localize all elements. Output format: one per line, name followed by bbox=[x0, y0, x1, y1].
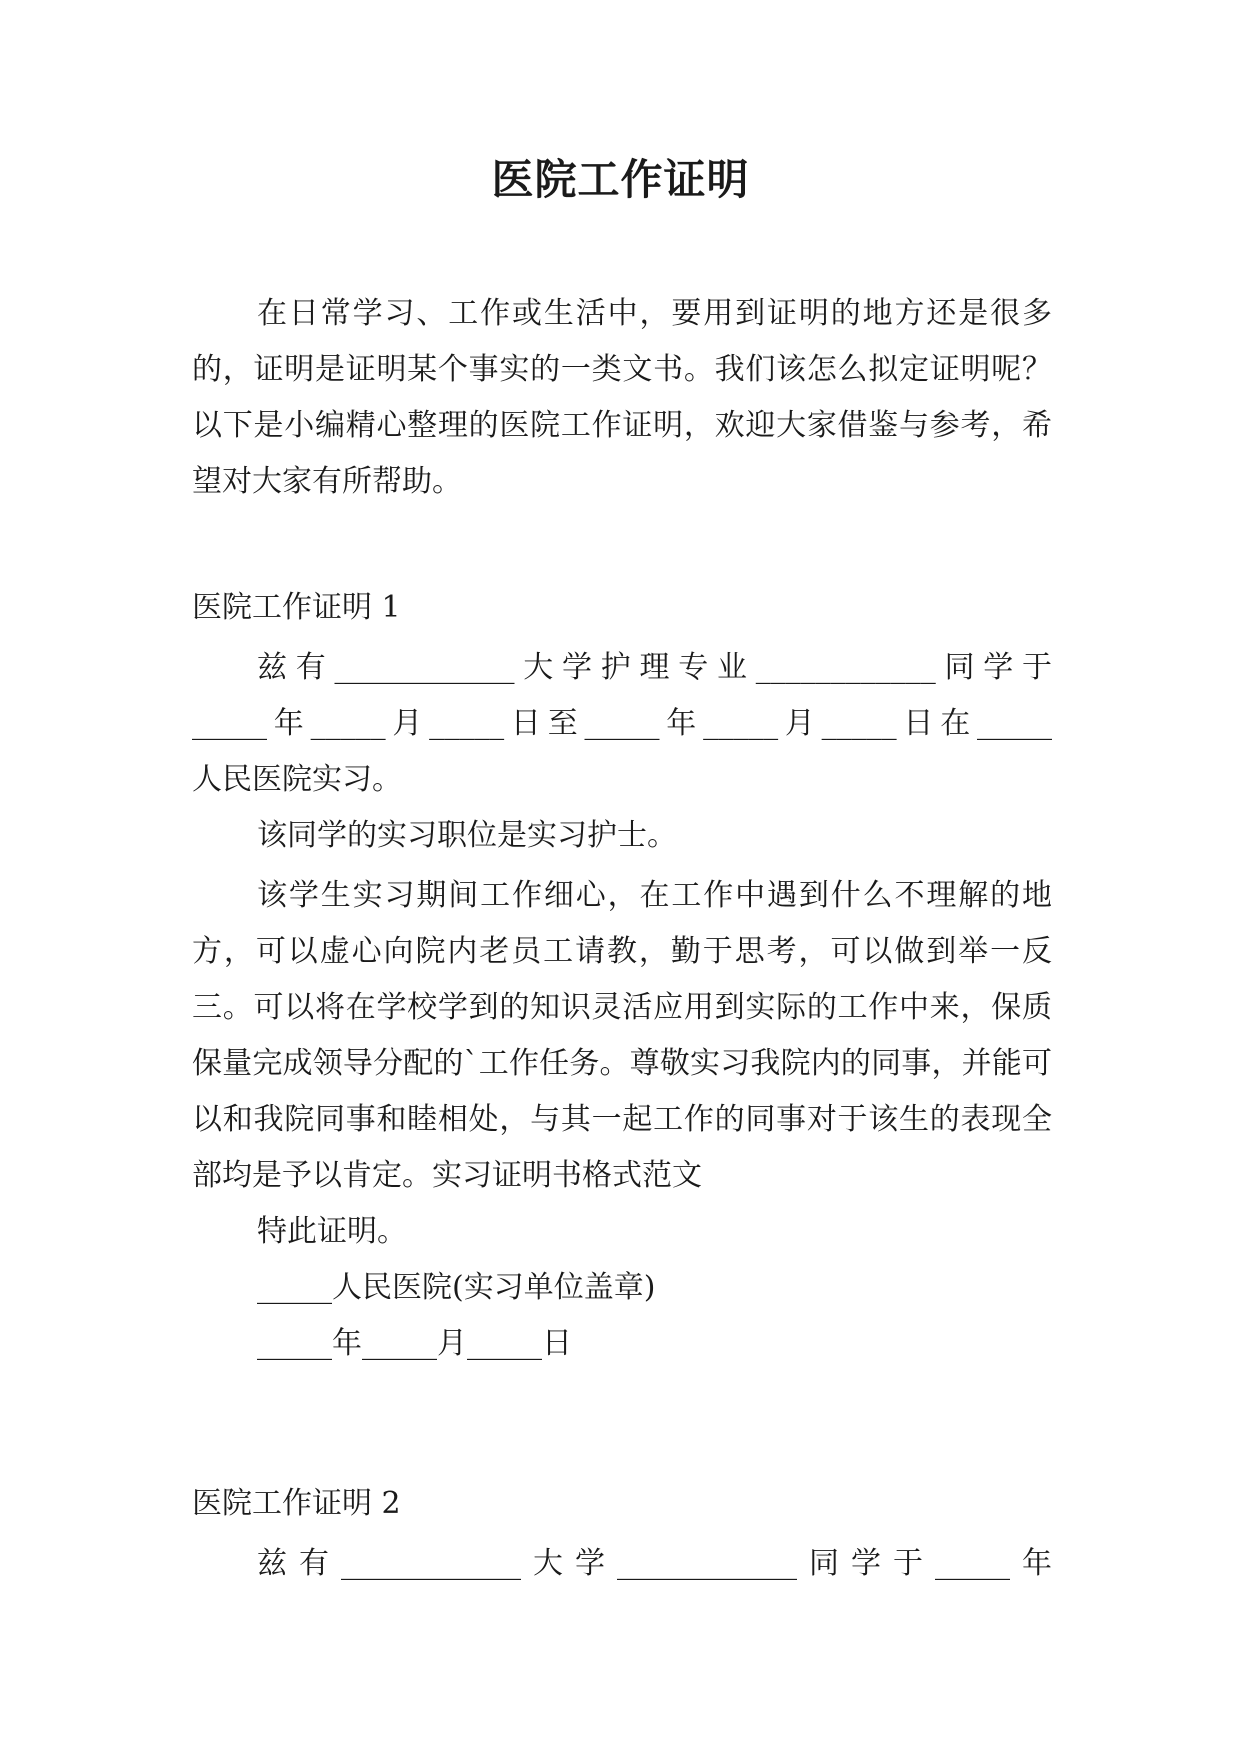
section-1-date: _____年_____月_____日 bbox=[257, 1326, 572, 1361]
section-2-line-1: 兹有____________大学____________同学于_____年 bbox=[257, 1546, 1052, 1581]
section-1-paragraph-3: 该学生实习期间工作细心，在工作中遇到什么不理解的地方，可以虚心向院内老员工请教，勤于思考，可以做到举一反三。可以将在学校学到的知识灵活应用到实际的工作中来，保质保量完成领导分配的`工作任务。尊敬实习我院内的同事，并能可以和我院同事和睦相处，与其一起工作的同事对于该生的表现全部均是予以肯定。实习证明书格式范文 bbox=[192, 878, 1052, 1193]
section-1-paragraph-2: 该同学的实习职位是实习护士。 bbox=[257, 818, 677, 853]
section-1-closing: 特此证明。 bbox=[257, 1214, 407, 1249]
section-2-heading: 医院工作证明 2 bbox=[192, 1486, 401, 1521]
section-1-line-1: 兹有____________大学护理专业____________同学于 bbox=[257, 650, 1052, 685]
section-1-line-2: _____年_____月_____日至_____年_____月_____日在_____ bbox=[192, 706, 1052, 741]
document-title: 医院工作证明 bbox=[491, 155, 750, 204]
section-1-line-3: 人民医院实习。 bbox=[192, 762, 402, 797]
section-2-body bbox=[192, 1536, 1052, 1592]
section-1-heading: 医院工作证明 1 bbox=[192, 590, 401, 625]
intro-paragraph: 在日常学习、工作或生活中，要用到证明的地方还是很多的，证明是证明某个事实的一类文书。我们该怎么拟定证明呢？以下是小编精心整理的医院工作证明，欢迎大家借鉴与参考，希望对大家有所帮助。 bbox=[192, 296, 1052, 499]
section-1-signature: _____人民医院(实习单位盖章) bbox=[257, 1270, 656, 1305]
section-1-body bbox=[192, 640, 1052, 1372]
